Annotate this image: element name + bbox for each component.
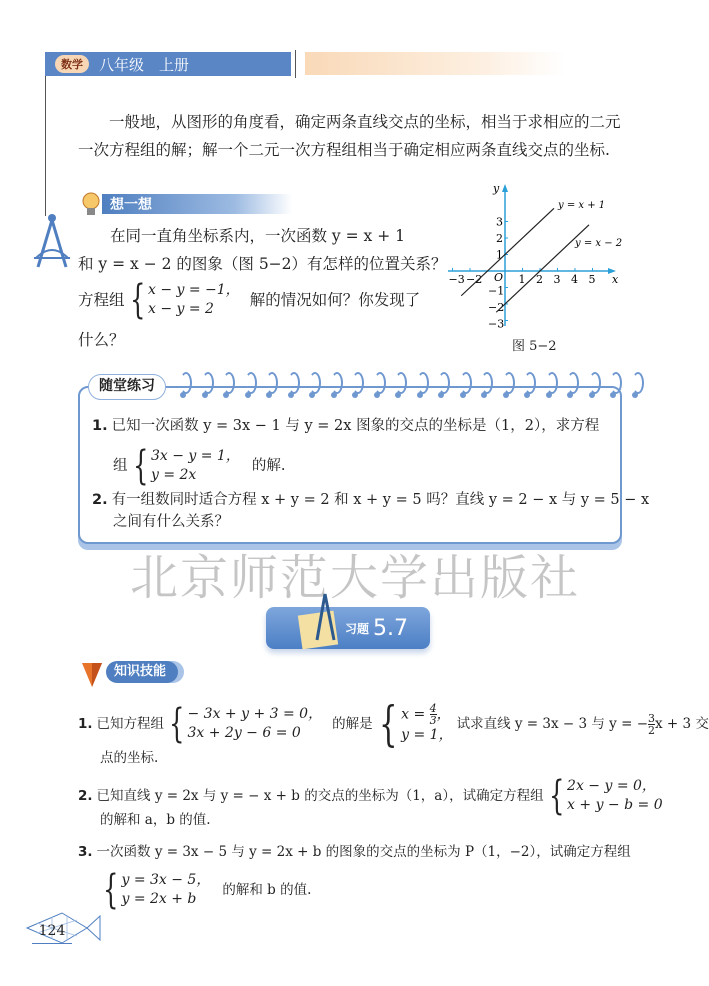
question-number: 1. (92, 418, 108, 434)
binding-ring (460, 372, 472, 394)
book-header (45, 52, 291, 76)
intro-line: 一次方程组的解；解一个二元一次方程组相当于确定相应两条直线交点的坐标. (78, 141, 610, 159)
equation: y = 3x − 5， (121, 872, 211, 888)
x-axis-label: x (612, 273, 619, 286)
binding-ring (202, 372, 214, 394)
denominator: 2 (648, 723, 656, 737)
think-text: 方程组 (78, 291, 125, 309)
solution-x (401, 703, 452, 726)
x-tick-label: 5 (588, 273, 596, 286)
compass-icon (312, 592, 338, 644)
exercise-item-3 (78, 840, 631, 864)
question-text: 的解. (251, 458, 286, 474)
question-number: 3. (78, 844, 93, 860)
question-number: 2. (92, 492, 108, 508)
question-text: 试求直线 y = 3x − 3 与 y = − (456, 716, 649, 732)
question-text: 已知一次函数 y = 3x − 1 与 y = 2x 图象的交点的坐标是（1，2），求方程 (111, 418, 600, 434)
header-divider (295, 50, 296, 78)
binding-ring (374, 372, 386, 394)
think-text: 解的情况如何？你发现了 (249, 291, 421, 309)
equation: x = (401, 706, 426, 723)
binding-ring (438, 372, 450, 394)
equation-system: { − 3x + y + 3 = 0， 3x + 2y − 6 = 0 (169, 701, 323, 747)
exercise-badge (266, 607, 430, 649)
think-text: 和 y = x − 2 的图象（图 5−2）有怎样的位置关系？ (78, 255, 447, 273)
y-axis-label: y (493, 182, 500, 195)
binding-ring (288, 372, 300, 394)
function-line-label: y = x + 1 (558, 200, 606, 211)
equation-system: { 3x − y = 1， y = 2x (132, 443, 240, 489)
think-title: 想一想 (102, 194, 292, 214)
y-tick-label: 1 (496, 248, 503, 262)
equation: x − y = 2 (147, 301, 214, 317)
equation: y = 1， (401, 727, 453, 743)
binding-ring (266, 372, 278, 394)
question-text: 的解和 b 的值. (222, 882, 312, 898)
question-text: 点的坐标. (100, 750, 159, 766)
origin-label: O (494, 271, 504, 284)
think-text: 在同一直角坐标系内，一次函数 y = x + 1 (110, 227, 405, 245)
question-text: 已知方程组 (96, 716, 165, 732)
practice-q1 (92, 413, 599, 439)
x-tick-label: −2 (466, 273, 483, 286)
binding-ring (632, 372, 644, 394)
y-tick-label: −2 (488, 301, 505, 314)
y-tick-label: 2 (496, 232, 503, 245)
binding-ring (395, 372, 407, 394)
y-axis-arrow (502, 184, 508, 192)
figure-caption: 图 5−2 (512, 339, 557, 354)
binding-ring (180, 372, 192, 394)
function-line-label: y = x − 2 (575, 238, 623, 249)
exercise-number: 5.7 (373, 615, 408, 641)
question-text: 组 (113, 458, 128, 474)
compass-icon (30, 212, 74, 272)
think-heading (80, 192, 300, 216)
x-tick-label: 2 (536, 273, 543, 286)
binding-ring (352, 372, 364, 394)
binding-ring (503, 372, 515, 394)
equation: y = 2x (150, 467, 197, 483)
equation-system: { x − y = −1， x − y = 2 (129, 277, 240, 323)
subject-logo: 数学 (55, 55, 89, 73)
binding-ring (610, 372, 622, 394)
section-label: 知识技能 (106, 661, 178, 683)
practice-q1-system (113, 443, 286, 489)
numerator: 3 (648, 711, 656, 725)
binding-ring (567, 372, 579, 394)
binding-ring (309, 372, 321, 394)
question-text: 之间有什么关系？ (113, 514, 229, 530)
exercise-item-3-system (98, 867, 312, 913)
header-decoration (305, 52, 565, 75)
solution-system: { x = $\frac{4}{3}$ ， y = 1， (378, 696, 453, 752)
binding-ring (245, 372, 257, 394)
x-tick-label: 3 (553, 273, 561, 286)
equation: 3x + 2y − 6 = 0 (187, 725, 301, 741)
question-number: 2. (78, 788, 93, 804)
binding-ring (223, 372, 235, 394)
question-text: 已知直线 y = 2x 与 y = − x + b 的交点的坐标为（1，a），试确定方程组 (96, 788, 544, 804)
equation: 2x − y = 0， (567, 778, 656, 794)
x-tick-label: 4 (571, 273, 578, 286)
binding-ring (331, 372, 343, 394)
binding-ring (546, 372, 558, 394)
coordinate-graph (440, 180, 623, 331)
question-text: 的解和 a，b 的值. (100, 812, 211, 828)
binding-ring (589, 372, 601, 394)
x-tick-label: 1 (518, 273, 526, 286)
binding-ring (417, 372, 429, 394)
equation: x + y − b = 0 (567, 797, 663, 813)
equation-system: { y = 3x − 5， y = 2x + b (103, 867, 211, 913)
lightbulb-icon (80, 191, 102, 217)
practice-title: 随堂练习 (88, 374, 166, 400)
question-text: 的解是 (332, 716, 373, 732)
equation-system: { 2x − y = 0， x + y − b = 0 (548, 773, 663, 819)
equation: y = 2x + b (121, 891, 197, 907)
intro-line: 一般地，从图形的角度看，确定两条直线交点的坐标，相当于求相应的二元 (109, 113, 621, 131)
question-text: 有一组数同时适合方程 x + y = 2 和 x + y = 5 吗？直线 y = 2 − x 与 y = 5 − x (111, 492, 650, 508)
denominator: 3 (429, 714, 437, 727)
question-text: 一次函数 y = 3x − 5 与 y = 2x + b 的图象的交点的坐标为 P（1，−2），试确定方程组 (96, 844, 631, 860)
publisher-watermark: 北京师范大学出版社 (130, 550, 581, 606)
page-number: 124 (32, 918, 72, 944)
think-system-line (78, 277, 421, 323)
y-tick-label: −3 (488, 317, 505, 331)
fraction (430, 703, 437, 726)
punctuation: ， (436, 706, 451, 723)
numerator: 4 (429, 702, 437, 715)
binding-ring (481, 372, 493, 394)
fraction (648, 713, 655, 736)
pyramid-icon (80, 657, 104, 689)
question-number: 1. (78, 716, 93, 732)
think-text: 什么？ (78, 331, 125, 349)
equation: 3x − y = 1， (150, 448, 240, 464)
book-title: 八年级 上册 (99, 55, 190, 74)
x-tick-label: −3 (448, 273, 465, 286)
equation: x − y = −1， (147, 282, 240, 298)
exercise-label: 习题 (344, 621, 369, 636)
spiral-binding (180, 372, 644, 394)
exercise-item-1 (78, 696, 709, 752)
intro-paragraph (78, 108, 628, 164)
question-text: x + 3 交 (655, 716, 709, 732)
y-tick-label: −1 (488, 284, 505, 298)
y-tick-label: 3 (496, 215, 503, 229)
equation: − 3x + y + 3 = 0， (187, 706, 323, 722)
margin-line (45, 76, 46, 216)
binding-ring (524, 372, 536, 394)
